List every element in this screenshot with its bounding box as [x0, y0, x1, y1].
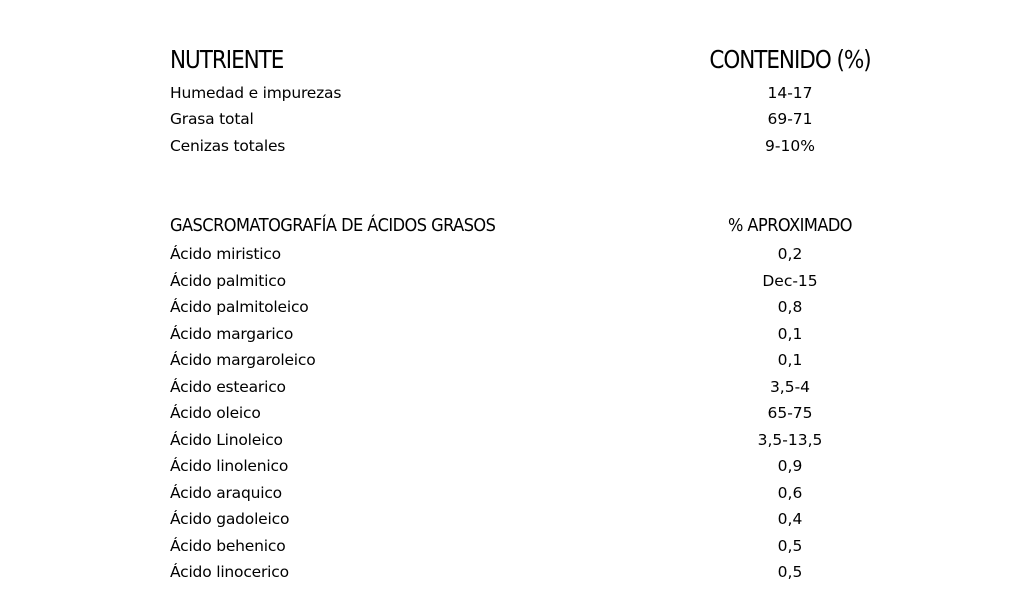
nutrient-name: Grasa total [170, 110, 254, 128]
fatty-acid-value: 0,6 [777, 484, 803, 502]
nutrient-name: Cenizas totales [170, 137, 286, 155]
fatty-acid-value: 0,9 [777, 457, 803, 475]
fatty-acid-name: Ácido araquico [170, 484, 282, 502]
fatty-acid-table-header [170, 212, 910, 238]
fatty-acid-name: Ácido oleico [170, 404, 261, 422]
fatty-acid-value: 3,5-13,5 [757, 431, 823, 449]
fatty-acid-value: 0,1 [777, 325, 803, 343]
nutrient-table-header [170, 43, 910, 74]
fatty-acid-value: 0,2 [777, 245, 803, 263]
fatty-acid-name: Ácido palmitoleico [170, 298, 309, 316]
fatty-acid-row [170, 480, 910, 506]
fatty-acid-name: Ácido linolenico [170, 457, 289, 475]
nutrient-value: 9-10% [765, 137, 815, 155]
fatty-acid-row [170, 427, 910, 453]
fatty-acid-value: 3,5-4 [769, 378, 811, 396]
fatty-acid-name: Ácido Linoleico [170, 431, 283, 449]
fatty-acid-row [170, 374, 910, 400]
fatty-acid-value: 0,5 [777, 537, 803, 555]
fatty-acid-value: 0,4 [777, 510, 803, 528]
fatty-acid-row [170, 321, 910, 347]
nutrient-header-label: NUTRIENTE [170, 45, 284, 74]
fatty-acid-value: 0,5 [777, 563, 803, 581]
fatty-acid-row [170, 506, 910, 532]
fatty-acid-name: Ácido linocerico [170, 563, 289, 581]
fatty-acid-row [170, 241, 910, 267]
fatty-acid-value: Dec-15 [762, 272, 818, 290]
fatty-acid-name: Ácido estearico [170, 378, 286, 396]
nutrient-row [170, 80, 910, 106]
percentage-header-label: % APROXIMADO [727, 215, 853, 236]
fatty-acid-name: Ácido miristico [170, 245, 281, 263]
fatty-acid-row [170, 533, 910, 559]
fatty-acid-row [170, 294, 910, 320]
fatty-acid-header-label: GASCROMATOGRAFÍA DE ÁCIDOS GRASOS [170, 215, 496, 236]
fatty-acid-row [170, 559, 910, 585]
fatty-acid-row [170, 453, 910, 479]
fatty-acid-name: Ácido margarico [170, 325, 294, 343]
fatty-acid-row [170, 400, 910, 426]
nutrient-value: 69-71 [767, 110, 813, 128]
nutrient-row [170, 133, 910, 159]
fatty-acid-name: Ácido margaroleico [170, 351, 316, 369]
fatty-acid-value: 65-75 [767, 404, 813, 422]
fatty-acid-value: 0,8 [777, 298, 803, 316]
nutrient-name: Humedad e impurezas [170, 84, 342, 102]
nutrient-value: 14-17 [767, 84, 813, 102]
nutrient-row [170, 106, 910, 132]
fatty-acid-name: Ácido gadoleico [170, 510, 290, 528]
fatty-acid-row [170, 268, 910, 294]
fatty-acid-row [170, 347, 910, 373]
fatty-acid-value: 0,1 [777, 351, 803, 369]
content-header-label: CONTENIDO (%) [709, 45, 871, 74]
fatty-acid-name: Ácido behenico [170, 537, 286, 555]
fatty-acid-name: Ácido palmitico [170, 272, 286, 290]
